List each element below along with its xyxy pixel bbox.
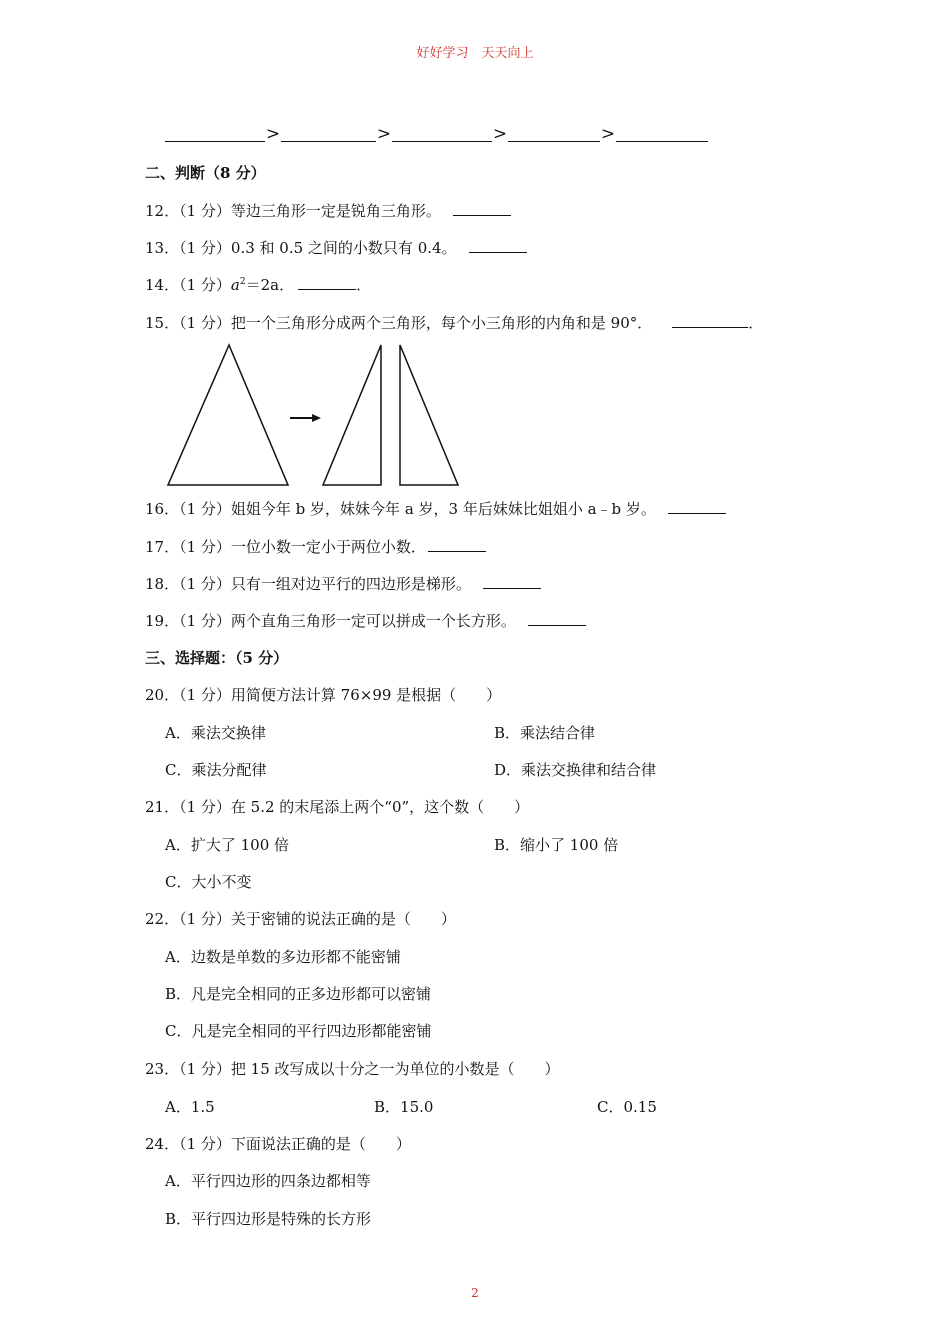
question-number: 14． (145, 276, 180, 294)
choice-question-20 (145, 684, 501, 705)
choice-question-23 (145, 1058, 560, 1079)
question-score: （1 分） (179, 612, 231, 630)
question-number: 13． (145, 239, 180, 257)
question-score: （1 分） (179, 239, 231, 257)
question-text: 只有一组对边平行的四边形是梯形。 (230, 575, 471, 593)
judge-item-16 (145, 498, 726, 519)
answer-blank[interactable] (508, 125, 600, 142)
option-c[interactable]: C．乘法分配律 (165, 761, 267, 779)
answer-blank[interactable] (672, 312, 748, 328)
question-score: （1 分） (179, 1060, 231, 1078)
choice-question-24 (145, 1133, 411, 1154)
section-title-choice: 三、选择题：（5 分） (145, 649, 289, 667)
question-number: 21． (145, 798, 180, 816)
option-b[interactable]: B．平行四边形是特殊的长方形 (165, 1210, 372, 1228)
answer-blank[interactable] (668, 498, 726, 514)
judge-item-17 (145, 536, 486, 557)
answer-blank[interactable] (281, 125, 376, 142)
question-text: 0.3 和 0.5 之间的小数只有 0.4。 (230, 239, 457, 257)
question-number: 22． (145, 910, 180, 928)
question-text: 把 15 改写成以十分之一为单位的小数是（ ） (230, 1060, 560, 1078)
option-a[interactable]: A．乘法交换律 (165, 724, 266, 742)
question-number: 18． (145, 575, 180, 593)
trailing-period: ． (748, 314, 764, 332)
option-b[interactable]: B．乘法结合律 (494, 724, 596, 742)
answer-blank[interactable] (453, 200, 511, 216)
answer-blank[interactable] (428, 536, 486, 552)
left-right-triangle (323, 345, 381, 485)
whole-triangle (168, 345, 288, 485)
answer-blank[interactable] (392, 125, 492, 142)
judge-item-14 (145, 274, 371, 295)
page-header: 好好学习 天天向上 (416, 46, 534, 61)
question-score: （1 分） (179, 500, 231, 518)
judge-item-13 (145, 237, 527, 258)
math-expression: ＝2a． (245, 276, 295, 294)
answer-blank[interactable] (528, 610, 586, 626)
question-score: （1 分） (179, 910, 231, 928)
gt-symbol: > (265, 124, 281, 144)
question-text: 关于密铺的说法正确的是（ ） (230, 910, 456, 928)
question-number: 23． (145, 1060, 180, 1078)
math-exponent: 2 (239, 277, 246, 287)
option-a[interactable]: A．扩大了 100 倍 (165, 836, 289, 854)
question-number: 19． (145, 612, 180, 630)
question-text: 下面说法正确的是（ ） (230, 1135, 411, 1153)
answer-blank[interactable] (165, 125, 265, 142)
option-c[interactable]: C．0.15 (597, 1098, 657, 1116)
option-c[interactable]: C．大小不变 (165, 873, 252, 891)
answer-blank[interactable] (298, 274, 356, 290)
question-score: （1 分） (179, 1135, 231, 1153)
option-d[interactable]: D．乘法交换律和结合律 (494, 761, 657, 779)
question-number: 17． (145, 538, 180, 556)
option-a[interactable]: A．1.5 (165, 1098, 215, 1116)
question-text: 用简便方法计算 76×99 是根据（ ） (230, 686, 502, 704)
option-a[interactable]: A．平行四边形的四条边都相等 (165, 1172, 371, 1190)
question-score: （1 分） (179, 314, 231, 332)
question-text: 等边三角形一定是锐角三角形。 (230, 202, 441, 220)
trailing-period: ． (356, 276, 372, 294)
option-b[interactable]: B．缩小了 100 倍 (494, 836, 619, 854)
math-variable: a (230, 276, 240, 294)
judge-item-18 (145, 573, 541, 594)
question-score: （1 分） (179, 686, 231, 704)
question-score: （1 分） (179, 538, 231, 556)
section-title-judge: 二、判断（8 分） (145, 164, 266, 182)
question-score: （1 分） (179, 202, 231, 220)
question-score: （1 分） (179, 575, 231, 593)
question-score: （1 分） (179, 276, 231, 294)
judge-item-15 (145, 312, 763, 333)
question-number: 15． (145, 314, 180, 332)
question-text: 姐姐今年 b 岁，妹妹今年 a 岁，3 年后妹妹比姐姐小 a﹣b 岁。 (230, 500, 656, 518)
question-text: 两个直角三角形一定可以拼成一个长方形。 (230, 612, 516, 630)
gt-symbol: > (376, 124, 392, 144)
judge-item-12 (145, 200, 511, 221)
gt-symbol: > (492, 124, 508, 144)
choice-question-21 (145, 796, 529, 817)
option-a[interactable]: A．边数是单数的多边形都不能密铺 (165, 948, 401, 966)
answer-blank[interactable] (616, 125, 708, 142)
question-text: 一位小数一定小于两位小数． (230, 538, 426, 556)
question-score: （1 分） (179, 798, 231, 816)
option-b[interactable]: B．15.0 (374, 1098, 434, 1116)
order-row (165, 124, 708, 144)
question-number: 16． (145, 500, 180, 518)
page-number: 2 (471, 1286, 479, 1300)
choice-question-22 (145, 908, 456, 929)
question-text: 在 5.2 的末尾添上两个“0”，这个数（ ） (230, 798, 530, 816)
question-number: 12． (145, 202, 180, 220)
gt-symbol: > (600, 124, 616, 144)
question-number: 24． (145, 1135, 180, 1153)
judge-item-19 (145, 610, 586, 631)
answer-blank[interactable] (483, 573, 541, 589)
triangle-split-figure (160, 338, 470, 490)
option-c[interactable]: C．凡是完全相同的平行四边形都能密铺 (165, 1022, 432, 1040)
option-b[interactable]: B．凡是完全相同的正多边形都可以密铺 (165, 985, 432, 1003)
right-right-triangle (400, 345, 458, 485)
question-text: 把一个三角形分成两个三角形，每个小三角形的内角和是 90°． (230, 314, 653, 332)
answer-blank[interactable] (469, 237, 527, 253)
arrow-right-icon (312, 414, 321, 422)
question-number: 20． (145, 686, 180, 704)
